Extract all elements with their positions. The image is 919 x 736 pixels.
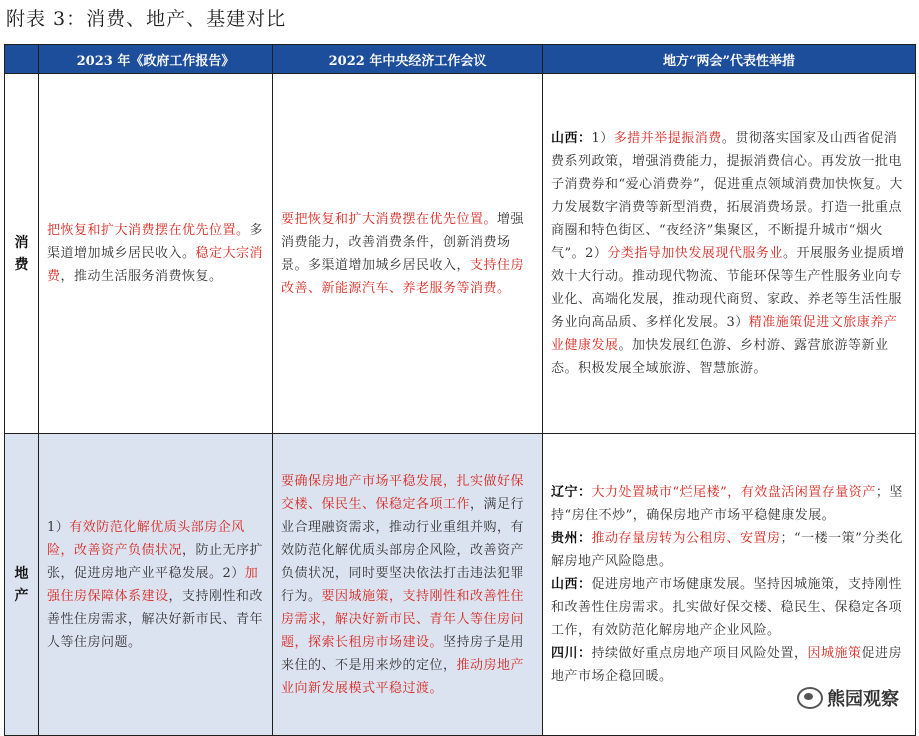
cell-consume-gov [39, 74, 273, 434]
highlight-text: 稳定大宗消费 [47, 246, 264, 284]
cell-realty-cewc [273, 434, 543, 736]
region-block [551, 642, 907, 688]
region-block [551, 573, 907, 642]
table-header-row [5, 45, 916, 74]
rich-text [281, 208, 534, 300]
highlight-text: 有效防范化解优质头部房企风险，改善资产负债状况 [47, 519, 245, 558]
row-label-text: 消费 [14, 234, 29, 273]
region-block [551, 127, 907, 380]
body-text: 增强消费能力，改善消费条件，创新消费场景。多渠道增加城乡居民收入， [281, 211, 525, 273]
header-local-measures: 地方“两会”代表性举措 [543, 45, 916, 74]
region-name: 四川： [551, 646, 592, 661]
highlight-text: 要因城施策，支持刚性和改善性住房需求，解决好新市民、青年人等住房问题，探索长租房市场建设。 [281, 588, 525, 650]
highlight-text: 推动存量房转为公租房、安置房 [591, 531, 781, 546]
highlight-text: 要确保房地产市场平稳发展，扎实做好保交楼、保民生、保稳定各项工作 [281, 473, 525, 512]
page-title: 附表 3：消费、地产、基建对比 [6, 8, 287, 30]
regions-text [551, 127, 907, 380]
comparison-table [4, 44, 916, 736]
region-name: 辽宁： [551, 485, 592, 500]
region-block [551, 527, 907, 573]
body-text: 1） [47, 519, 70, 535]
highlight-text: 多措并举提振消费 [613, 131, 722, 146]
region-block [551, 481, 907, 527]
highlight-text: 把恢复和扩大消费摆在优先位置。 [47, 223, 250, 238]
body-text: 坚持房子是用来住的、不是用来炒的定位， [281, 634, 525, 673]
header-corner [5, 45, 39, 74]
row-label-text: 地产 [14, 565, 29, 604]
region-name: 山西： [551, 131, 592, 146]
highlight-text: 支持住房改善、新能源汽车、养老服务等消费。 [281, 257, 525, 296]
row-label-consumption [5, 74, 39, 434]
table-row-consumption [5, 74, 916, 434]
body-text: ，防止无序扩张，促进房地产业平稳发展。2） [47, 542, 264, 581]
row-label-real-estate [5, 434, 39, 736]
header-cewc: 2022 年中央经济工作会议 [273, 45, 543, 74]
cell-consume-local [543, 74, 916, 434]
table-row-real-estate [5, 434, 916, 736]
rich-text [47, 219, 264, 288]
body-text: 。贯彻落实国家及山西省促消费系列政策，增强消费能力，提振消费信心。再发放一批电子消费券和“爱心消费券”，促进重点领域消费加快恢复。大力发展数字消费等新型消费，拓展消费场景。打造一批重点商圈和特色街区、“夜经济”集聚区，不断提升城市“烟火气”。2） [551, 131, 903, 261]
highlight-text: 因城施策 [807, 646, 862, 661]
regions-text [551, 481, 907, 688]
highlight-text: 大力处置城市“烂尾楼”，有效盘活闲置存量资产 [591, 485, 876, 500]
watermark [791, 683, 905, 713]
body-text: 促进房地产市场企稳回暖。 [551, 646, 903, 684]
body-text: ；“一楼一策”分类化解房地产风险隐患。 [551, 531, 903, 569]
body-text: ；坚持“房住不炒”，确保房地产市场平稳健康发展。 [551, 485, 903, 523]
highlight-text: 分类指导加快发展现代服务业 [607, 246, 783, 261]
wechat-icon [797, 687, 823, 709]
region-name: 贵州： [551, 531, 592, 546]
body-text: ，满足行业合理融资需求，推动行业重组并购，有效防范化解优质头部房企风险，改善资产负债状况，同时要坚决依法打击违法犯罪行为。 [281, 496, 525, 604]
rich-text [281, 470, 534, 700]
highlight-text: 加强住房保障体系建设 [47, 565, 259, 604]
highlight-text: 精准施策促进文旅康养产业健康发展 [551, 315, 898, 353]
watermark-text: 熊园观察 [827, 689, 899, 710]
body-text: 多渠道增加城乡居民收入。 [47, 223, 264, 261]
highlight-text: 推动房地产业向新发展模式平稳过渡。 [281, 657, 525, 696]
rich-text [47, 516, 264, 654]
cell-realty-gov [39, 434, 273, 736]
body-text: ，推动生活服务消费恢复。 [60, 269, 223, 284]
body-text: 。开展服务业提质增效十大行动。推动现代物流、节能环保等生产性服务业向专业化、高端化发展，推动现代商贸、家政、养老等生活性服务业向高品质、多样化发展。3） [551, 246, 905, 330]
body-text: 促进房地产市场健康发展。坚持因城施策，支持刚性和改善性住房需求。扎实做好保交楼、稳民生、保稳定各项工作，有效防范化解房地产企业风险。 [551, 577, 903, 638]
header-gov-report: 2023 年《政府工作报告》 [39, 45, 273, 74]
highlight-text: 要把恢复和扩大消费摆在优先位置。 [281, 211, 498, 227]
body-text: ，支持刚性和改善性住房需求，解决好新市民、青年人等住房问题。 [47, 588, 264, 650]
cell-consume-cewc [273, 74, 543, 434]
body-text: 1） [591, 131, 614, 146]
region-name: 山西： [551, 577, 592, 592]
body-text: 。加快发展红色游、乡村游、露营旅游等新业态。积极发展全域旅游、智慧旅游。 [551, 338, 889, 376]
body-text: 持续做好重点房地产项目风险处置， [591, 646, 808, 661]
